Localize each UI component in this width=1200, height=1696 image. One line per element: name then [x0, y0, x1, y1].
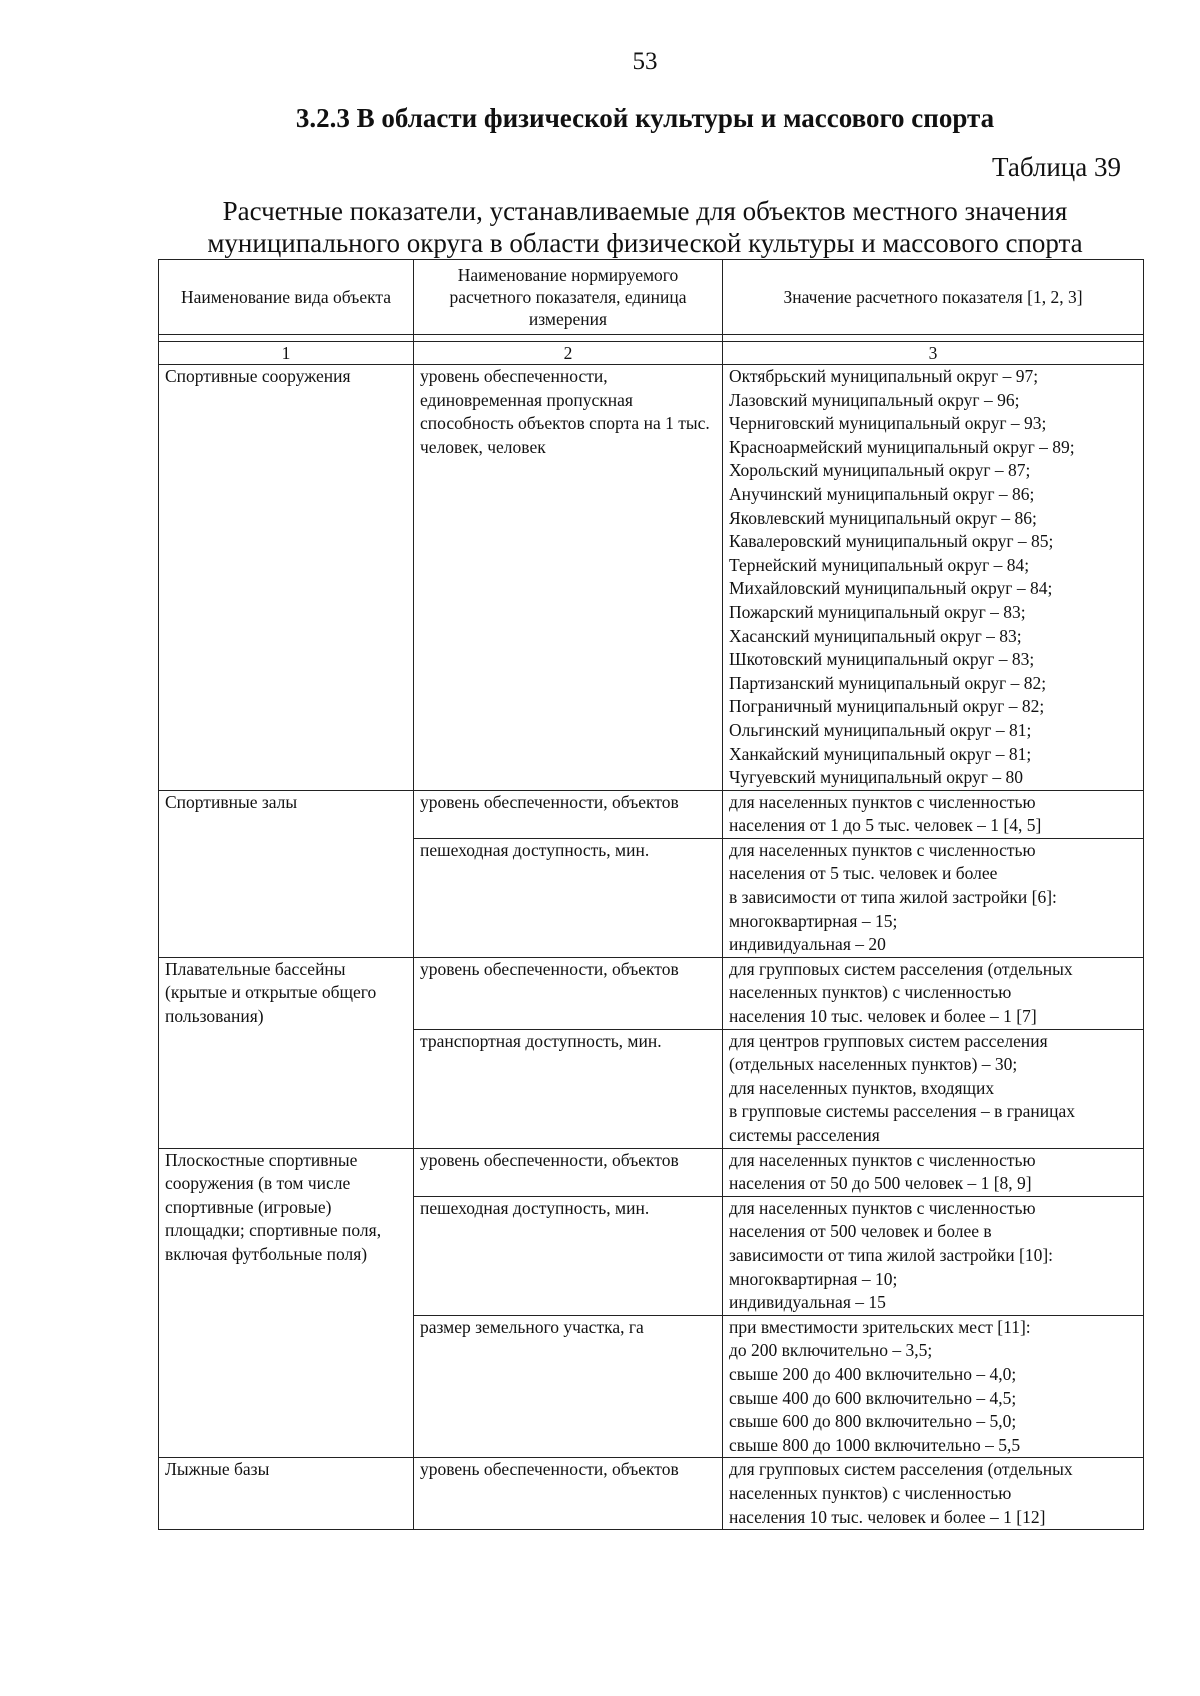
value-line: свыше 600 до 800 включительно – 5,0;: [729, 1411, 1017, 1432]
value-line: Хасанский муниципальный округ – 83;: [729, 625, 1022, 646]
value-line: Михайловский муниципальный округ – 84;: [729, 578, 1053, 599]
value-line: Шкотовский муниципальный округ – 83;: [729, 649, 1035, 670]
value-line: для групповых систем расселения (отдельных: [729, 1459, 1073, 1480]
object-name-cell: Лыжные базы: [159, 1458, 414, 1530]
value-line: Чугуевский муниципальный округ – 80: [729, 767, 1023, 788]
value-cell: [723, 1458, 1144, 1530]
value-line: свыше 200 до 400 включительно – 4,0;: [729, 1363, 1017, 1384]
value-line: в групповые системы расселения – в границах: [729, 1101, 1076, 1122]
norms-table: [158, 259, 1144, 1530]
value-line: населения от 50 до 500 человек – 1 [8, 9]: [729, 1173, 1032, 1194]
value-line: при вместимости зрительских мест [11]:: [729, 1316, 1031, 1337]
column-number: 2: [414, 342, 723, 365]
value-line: населения от 1 до 5 тыс. человек – 1 [4, 5]: [729, 815, 1042, 836]
value-cell: [723, 790, 1144, 838]
value-line: до 200 включительно – 3,5;: [729, 1340, 933, 1361]
value-line: Ханкайский муниципальный округ – 81;: [729, 743, 1032, 764]
table-header-row: [159, 260, 1144, 335]
value-line: Тернейский муниципальный округ – 84;: [729, 554, 1030, 575]
value-line: Анучинский муниципальный округ – 86;: [729, 483, 1035, 504]
object-name-cell: Плоскостные спортивные сооружения (в том числе спортивные (игровые) площадки; спортивные поля, включая футбольные поля): [159, 1148, 414, 1458]
value-line: Яковлевский муниципальный округ – 86;: [729, 507, 1037, 528]
column-header-indicator: Наименование нормируемого расчетного показателя, единица измерения: [414, 260, 723, 335]
value-line: для групповых систем расселения (отдельных: [729, 958, 1073, 979]
value-line: для населенных пунктов с численностью: [729, 839, 1036, 860]
value-line: (отдельных населенных пунктов) – 30;: [729, 1054, 1018, 1075]
value-line: населения от 500 человек и более в: [729, 1221, 992, 1242]
value-line: населения 10 тыс. человек и более – 1 [12]: [729, 1506, 1046, 1527]
column-header-object: Наименование вида объекта: [159, 260, 414, 335]
value-line: Красноармейский муниципальный округ – 89;: [729, 436, 1075, 457]
value-line: в зависимости от типа жилой застройки [6]:: [729, 887, 1057, 908]
value-line: для центров групповых систем расселения: [729, 1030, 1048, 1051]
value-line: Ольгинский муниципальный округ – 81;: [729, 719, 1032, 740]
indicator-cell: размер земельного участка, га: [414, 1315, 723, 1458]
value-line: для населенных пунктов, входящих: [729, 1077, 995, 1098]
value-cell: [723, 957, 1144, 1029]
value-line: Пожарский муниципальный округ – 83;: [729, 601, 1026, 622]
value-line: Пограничный муниципальный округ – 82;: [729, 696, 1045, 717]
column-header-value: Значение расчетного показателя [1, 2, 3]: [723, 260, 1144, 335]
value-line: населенных пунктов) с численностью: [729, 982, 1012, 1003]
value-line: для населенных пунктов с численностью: [729, 1197, 1036, 1218]
table-row: [159, 1148, 1144, 1196]
value-line: Черниговский муниципальный округ – 93;: [729, 413, 1047, 434]
indicator-cell: уровень обеспеченности, объектов: [414, 957, 723, 1029]
indicator-cell: пешеходная доступность, мин.: [414, 1196, 723, 1315]
header-gap: [159, 335, 1144, 342]
value-line: Лазовский муниципальный округ – 96;: [729, 389, 1020, 410]
indicator-cell: транспортная доступность, мин.: [414, 1029, 723, 1148]
indicator-cell: уровень обеспеченности, объектов: [414, 790, 723, 838]
value-line: индивидуальная – 20: [729, 934, 886, 955]
value-cell: [723, 1315, 1144, 1458]
value-line: для населенных пунктов с численностью: [729, 791, 1036, 812]
table-row: [159, 365, 1144, 791]
object-name-cell: Спортивные сооружения: [159, 365, 414, 791]
value-line: многоквартирная – 10;: [729, 1268, 898, 1289]
value-line: многоквартирная – 15;: [729, 910, 898, 931]
value-line: Хорольский муниципальный округ – 87;: [729, 460, 1031, 481]
value-line: Кавалеровский муниципальный округ – 85;: [729, 531, 1054, 552]
value-line: населенных пунктов) с численностью: [729, 1482, 1012, 1503]
value-cell: [723, 365, 1144, 791]
value-line: свыше 800 до 1000 включительно – 5,5: [729, 1434, 1021, 1455]
column-number-row: [159, 342, 1144, 365]
column-number: 3: [723, 342, 1144, 365]
indicator-cell: уровень обеспеченности, объектов: [414, 1458, 723, 1530]
value-line: населения 10 тыс. человек и более – 1 [7]: [729, 1006, 1037, 1027]
value-line: Партизанский муниципальный округ – 82;: [729, 672, 1047, 693]
value-line: населения от 5 тыс. человек и более: [729, 863, 998, 884]
column-number: 1: [159, 342, 414, 365]
object-name-cell: Спортивные залы: [159, 790, 414, 957]
value-line: свыше 400 до 600 включительно – 4,5;: [729, 1387, 1017, 1408]
value-cell: [723, 1196, 1144, 1315]
indicator-cell: пешеходная доступность, мин.: [414, 838, 723, 957]
indicator-cell: уровень обеспеченности, объектов: [414, 1148, 723, 1196]
table-caption: Расчетные показатели, устанавливаемые для объектов местного значения муниципального округа в области физической культуры и массового спорта: [207, 196, 1083, 258]
value-cell: [723, 838, 1144, 957]
indicator-cell: уровень обеспеченности, единовременная пропускная способность объектов спорта на 1 тыс. человек, человек: [414, 365, 723, 791]
value-line: Октябрьский муниципальный округ – 97;: [729, 366, 1039, 386]
value-line: системы расселения: [729, 1125, 880, 1145]
value-line: для населенных пунктов с численностью: [729, 1149, 1036, 1170]
value-cell: [723, 1148, 1144, 1196]
table-row: [159, 957, 1144, 1029]
table-row: [159, 790, 1144, 838]
section-heading: 3.2.3 В области физической культуры и массового спорта: [295, 103, 995, 133]
table-number: Таблица 39: [992, 152, 1121, 182]
value-line: индивидуальная – 15: [729, 1292, 886, 1313]
object-name-cell: Плавательные бассейны (крытые и открытые общего пользования): [159, 957, 414, 1148]
value-line: зависимости от типа жилой застройки [10]:: [729, 1244, 1054, 1265]
value-cell: [723, 1029, 1144, 1148]
table-row: [159, 1458, 1144, 1530]
page-number: 53: [632, 48, 658, 75]
